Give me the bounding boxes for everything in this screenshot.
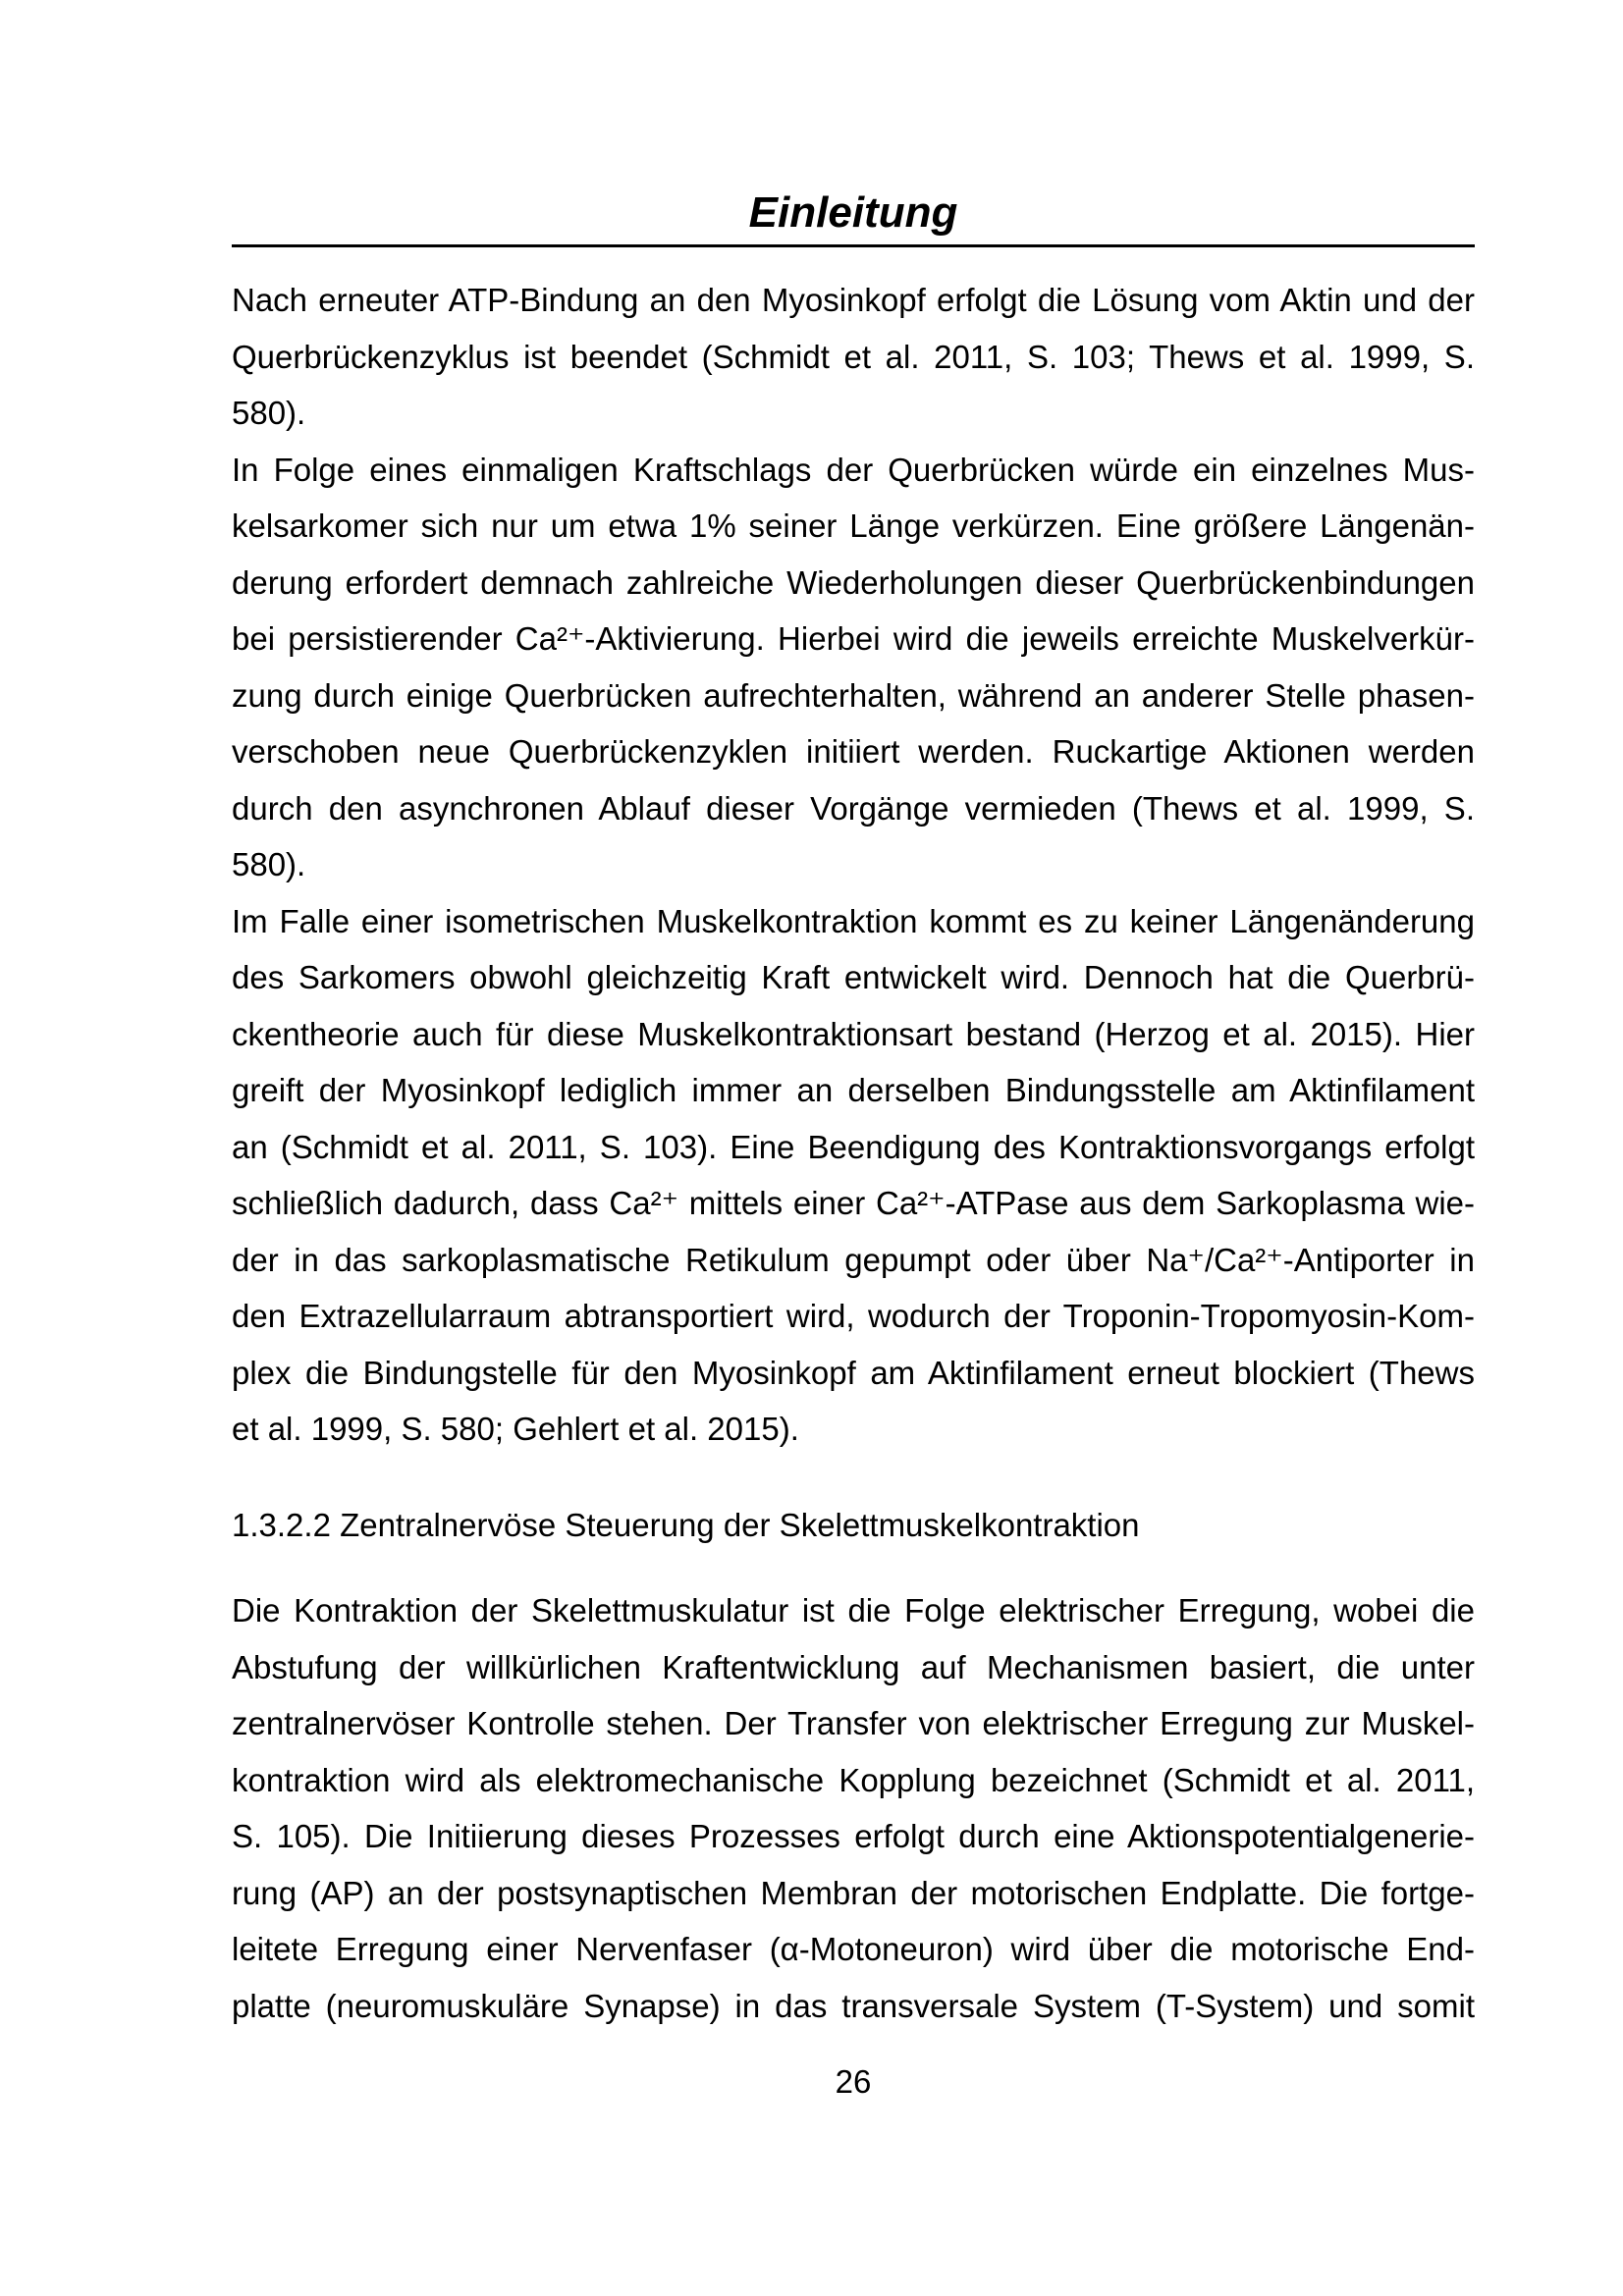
text-line: zung durch einige Querbrücken aufrechterhalten, während an anderer Stelle phasen-	[232, 676, 1475, 714]
text-line: platte (neuromuskuläre Synapse) in das transversale System (T-System) und somit	[232, 1987, 1475, 2024]
text-line: 580).	[232, 395, 306, 431]
text-line: Die Kontraktion der Skelettmuskulatur ist die Folge elektrischer Erregung, wobei die	[232, 1592, 1475, 1629]
paragraph	[232, 442, 1475, 893]
text-line: schließlich dadurch, dass Ca²⁺ mittels einer Ca²⁺-ATPase aus dem Sarkoplasma wie-	[232, 1185, 1475, 1221]
section-heading: 1.3.2.2 Zentralnervöse Steuerung der Skelettmuskelkontraktion	[232, 1506, 1140, 1543]
running-header: Einleitung	[232, 188, 1475, 247]
text-line: an (Schmidt et al. 2011, S. 103). Eine Beendigung des Kontraktionsvorgangs erfolgt	[232, 1128, 1475, 1165]
text-line: der in das sarkoplasmatische Retikulum gepumpt oder über Na⁺/Ca²⁺-Antiporter in	[232, 1241, 1475, 1278]
text-line: zentralnervöser Kontrolle stehen. Der Transfer von elektrischer Erregung zur Muskel-	[232, 1705, 1475, 1741]
text-line: plex die Bindungstelle für den Myosinkopf am Aktinfilament erneut blockiert (Thews	[232, 1354, 1475, 1391]
content-column	[232, 188, 1475, 2110]
text-line: verschoben neue Querbrückenzyklen initiiert werden. Ruckartige Aktionen werden	[232, 733, 1475, 770]
paragraph	[232, 272, 1475, 442]
text-line: durch den asynchronen Ablauf dieser Vorgänge vermieden (Thews et al. 1999, S.	[232, 789, 1475, 827]
paragraph	[232, 893, 1475, 1458]
text-line: bei persistierender Ca²⁺-Aktivierung. Hierbei wird die jeweils erreichte Muskelverkür-	[232, 620, 1475, 657]
text-line: rung (AP) an der postsynaptischen Membran der motorischen Endplatte. Die fortge-	[232, 1874, 1475, 1911]
text-line: In Folge eines einmaligen Kraftschlags der Querbrücken würde ein einzelnes Mus-	[232, 451, 1475, 488]
text-line: ckentheorie auch für diese Muskelkontraktionsart bestand (Herzog et al. 2015). Hier	[232, 1015, 1475, 1052]
text-line: kelsarkomer sich nur um etwa 1% seiner Länge verkürzen. Eine größere Längenän-	[232, 507, 1475, 544]
text-line: derung erfordert demnach zahlreiche Wiederholungen dieser Querbrückenbindungen	[232, 563, 1475, 601]
text-line: Nach erneuter ATP-Bindung an den Myosinkopf erfolgt die Lösung vom Aktin und der	[232, 282, 1475, 318]
text-line: greift der Myosinkopf lediglich immer an derselben Bindungsstelle am Aktinfilament	[232, 1072, 1475, 1108]
paragraph	[232, 1582, 1475, 2034]
text-line: des Sarkomers obwohl gleichzeitig Kraft entwickelt wird. Dennoch hat die Querbrü-	[232, 959, 1475, 995]
text-line: Querbrückenzyklus ist beendet (Schmidt et al. 2011, S. 103; Thews et al. 1999, S.	[232, 338, 1475, 375]
text-line: S. 105). Die Initiierung dieses Prozesses erfolgt durch eine Aktionspotentialgenerie-	[232, 1818, 1475, 1854]
text-line: 580).	[232, 846, 306, 882]
text-line: kontraktion wird als elektromechanische Kopplung bezeichnet (Schmidt et al. 2011,	[232, 1761, 1475, 1798]
text-line: Abstufung der willkürlichen Kraftentwicklung auf Mechanismen basiert, die unter	[232, 1648, 1475, 1685]
text-line: Im Falle einer isometrischen Muskelkontraktion kommt es zu keiner Längenänderung	[232, 902, 1475, 939]
body-text	[232, 272, 1475, 2034]
text-line: et al. 1999, S. 580; Gehlert et al. 2015).	[232, 1411, 799, 1447]
text-line: leitete Erregung einer Nervenfaser (α-Motoneuron) wird über die motorische End-	[232, 1931, 1475, 1967]
page-number: 26	[835, 2063, 872, 2100]
text-line: den Extrazellularraum abtransportiert wird, wodurch der Troponin-Tropomyosin-Kom-	[232, 1298, 1475, 1334]
